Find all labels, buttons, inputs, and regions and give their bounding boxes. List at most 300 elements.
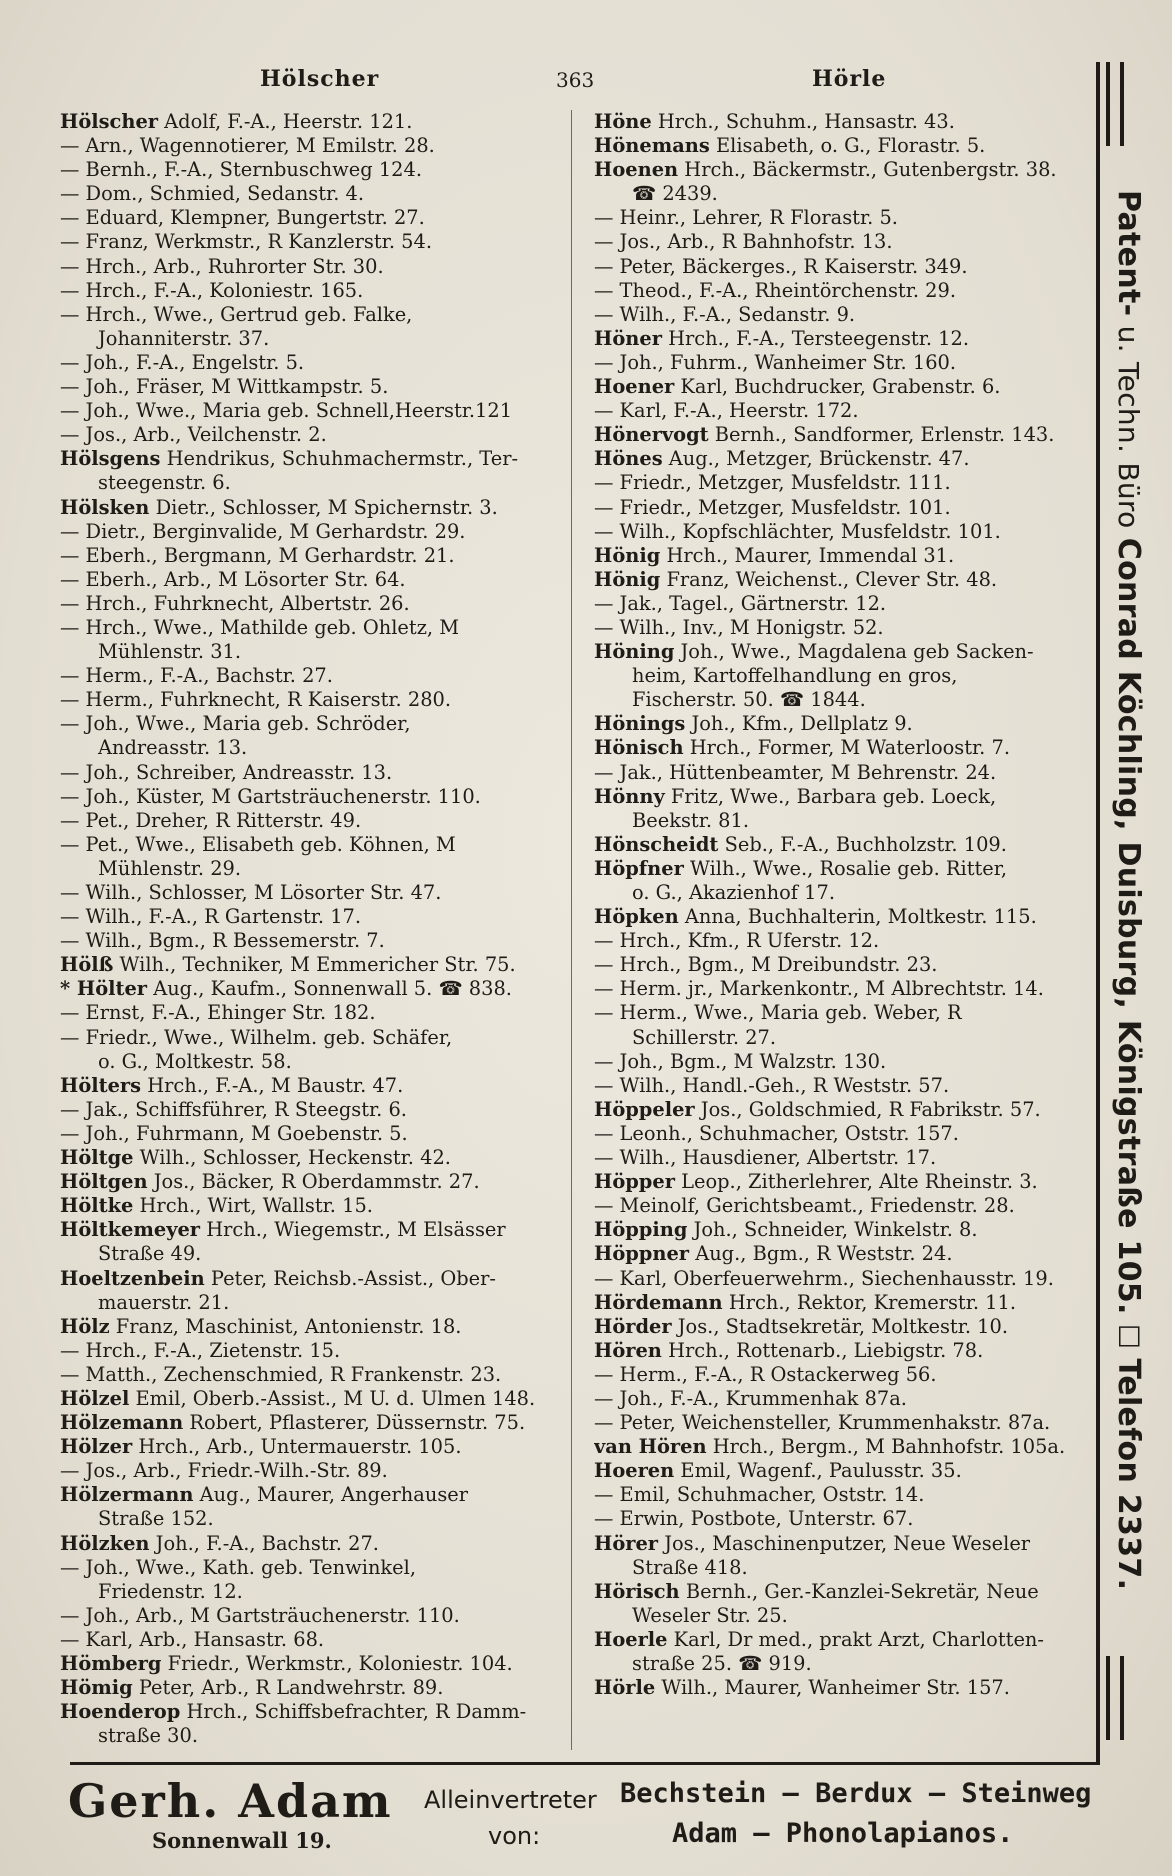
entry-surname: Höltgen <box>60 1170 148 1194</box>
entry-text: — Joh., Arb., M Gartsträuchenerstr. 110. <box>60 1603 460 1627</box>
entry-surname: Hönscheidt <box>594 832 719 856</box>
entry-text: Anna, Buchhalterin, Moltkestr. 115. <box>678 905 1037 929</box>
entry-text: Karl, Buchdrucker, Grabenstr. 6. <box>674 375 1001 399</box>
entry-surname: Hölsken <box>60 495 150 519</box>
entry-text: Aug., Bgm., R Weststr. 24. <box>689 1242 953 1266</box>
directory-entry <box>60 158 560 182</box>
directory-entry <box>594 327 1094 351</box>
entry-text: Emil, Wagenf., Paulusstr. 35. <box>674 1459 962 1483</box>
entry-text: — Joh., Fuhrm., Wanheimer Str. 160. <box>594 350 957 374</box>
entry-text: Franz, Maschinist, Antonienstr. 18. <box>109 1314 462 1338</box>
entry-text: Emil, Oberb.-Assist., M U. d. Ulmen 148. <box>129 1386 536 1410</box>
entry-text: straße 25. ☎ 919. <box>632 1652 812 1675</box>
directory-entry <box>594 1050 1094 1074</box>
entry-text: — Friedr., Metzger, Musfeldstr. 101. <box>594 495 951 519</box>
entry-text: — Erwin, Postbote, Unterstr. 67. <box>594 1507 914 1531</box>
directory-entry <box>594 1676 1094 1700</box>
entry-surname: Hömig <box>60 1676 133 1700</box>
entry-surname: Hölzken <box>60 1531 150 1555</box>
directory-entry <box>594 303 1094 327</box>
directory-entry <box>60 423 560 447</box>
entry-surname: Höpping <box>594 1218 688 1242</box>
entry-surname: Hönervogt <box>594 423 709 447</box>
directory-entry <box>594 544 1094 568</box>
directory-entry <box>594 1628 1094 1652</box>
entry-text: Seb., F.-A., Buchholzstr. 109. <box>718 832 1007 856</box>
sidebar-telefon: Telefon 2337. <box>1111 1358 1146 1591</box>
entry-text: Hrch., Schiffsbefrachter, R Damm- <box>180 1700 527 1724</box>
entry-text: — Herm. jr., Markenkontr., M Albrechtstr. 14. <box>594 977 1044 1001</box>
entry-text: Straße 49. <box>98 1242 202 1266</box>
entry-text: Straße 418. <box>632 1555 748 1579</box>
entry-text: Aug., Metzger, Brückenstr. 47. <box>662 447 970 471</box>
footer-firm-name: Gerh. Adam <box>68 1774 393 1828</box>
entry-text: Jos., Goldschmied, R Fabrikstr. 57. <box>694 1097 1041 1121</box>
entry-text: Bernh., Sandformer, Erlenstr. 143. <box>708 423 1055 447</box>
entry-surname: Hölz <box>60 1314 110 1338</box>
directory-entry <box>60 1267 560 1291</box>
entry-text: — Pet., Dreher, R Ritterstr. 49. <box>60 808 362 832</box>
entry-text: straße 30. <box>98 1724 199 1748</box>
entry-surname: Höppner <box>594 1242 690 1266</box>
footer-von-text: von: <box>488 1822 541 1850</box>
entry-text: Beekstr. 81. <box>632 808 749 832</box>
directory-entry <box>594 712 1094 736</box>
entry-surname: Hönemans <box>594 134 710 158</box>
directory-entry <box>60 110 560 134</box>
entry-text: — Herm., Fuhrknecht, R Kaiserstr. 280. <box>60 688 452 712</box>
entry-text: — Karl, Oberfeuerwehrm., Siechenhausstr. 19. <box>594 1266 1054 1290</box>
entry-text: — Meinolf, Gerichtsbeamt., Friedenstr. 28. <box>594 1194 1015 1218</box>
directory-entry <box>60 977 560 1001</box>
entry-text: — Joh., Wwe., Maria geb. Schnell,Heerstr.121 <box>60 399 513 423</box>
directory-entry <box>594 1001 1094 1025</box>
directory-entry <box>594 134 1094 158</box>
entry-surname: Hölzermann <box>60 1483 194 1507</box>
entry-surname: * Hölter <box>60 977 148 1001</box>
directory-entry <box>594 1315 1094 1339</box>
directory-entry <box>60 1435 560 1459</box>
entry-surname: Höning <box>594 640 675 664</box>
directory-entry <box>60 1459 560 1483</box>
entry-text: Jos., Bäcker, R Oberdammstr. 27. <box>147 1170 480 1194</box>
directory-entry <box>60 688 560 712</box>
directory-entry <box>60 1580 560 1604</box>
entry-text: Mühlenstr. 29. <box>98 856 242 880</box>
directory-entry <box>594 1435 1094 1459</box>
entry-text: mauerstr. 21. <box>98 1290 230 1314</box>
entry-text: — Joh., Schreiber, Andreasstr. 13. <box>60 760 393 784</box>
directory-entry <box>60 1339 560 1363</box>
entry-surname: Hölzel <box>60 1386 130 1410</box>
directory-entry <box>60 833 560 857</box>
entry-surname: Hönings <box>594 712 686 736</box>
directory-entry <box>594 1459 1094 1483</box>
directory-entry <box>60 327 560 351</box>
directory-entry <box>594 399 1094 423</box>
directory-entry <box>60 471 560 495</box>
entry-text: ☎ 2439. <box>632 182 718 206</box>
directory-entry <box>60 857 560 881</box>
directory-entry <box>60 1724 560 1748</box>
entry-surname: Hölzer <box>60 1435 133 1459</box>
directory-entry <box>594 1218 1094 1242</box>
entry-text: — Wilh., F.-A., Sedanstr. 9. <box>594 302 856 326</box>
directory-entry <box>60 255 560 279</box>
directory-entry <box>60 1291 560 1315</box>
entry-text: Hrch., Wirt, Wallstr. 15. <box>133 1194 373 1218</box>
entry-surname: Hölsgens <box>60 447 161 471</box>
entry-text: o. G., Moltkestr. 58. <box>98 1049 292 1073</box>
directory-entry <box>594 592 1094 616</box>
entry-text: Hrch., F.-A., M Baustr. 47. <box>141 1073 404 1097</box>
entry-surname: Höppeler <box>594 1097 695 1121</box>
directory-entry <box>594 1556 1094 1580</box>
directory-entry <box>594 1194 1094 1218</box>
entry-surname: Hörer <box>594 1531 659 1555</box>
directory-entry <box>60 520 560 544</box>
directory-entry <box>594 1122 1094 1146</box>
directory-entry <box>60 375 560 399</box>
entry-text: — Jos., Arb., Veilchenstr. 2. <box>60 423 327 447</box>
directory-entry <box>594 1242 1094 1266</box>
sidebar-advertisement <box>1102 190 1162 1630</box>
directory-entry <box>594 736 1094 760</box>
entry-text: — Wilh., Schlosser, M Lösorter Str. 47. <box>60 881 442 904</box>
entry-text: — Wilh., Handl.-Geh., R Weststr. 57. <box>594 1073 950 1097</box>
entry-text: Peter, Arb., R Landwehrstr. 89. <box>132 1676 444 1700</box>
directory-entry <box>60 1556 560 1580</box>
directory-entry <box>594 857 1094 881</box>
directory-entry <box>594 1652 1094 1676</box>
directory-entry <box>60 761 560 785</box>
entry-text: — Wilh., Kopfschlächter, Musfeldstr. 101. <box>594 519 1001 543</box>
directory-entry <box>594 640 1094 664</box>
directory-entry <box>594 375 1094 399</box>
directory-entry <box>60 1122 560 1146</box>
entry-text: Joh., Kfm., Dellplatz 9. <box>685 712 913 736</box>
directory-entry <box>594 110 1094 134</box>
entry-text: Hrch., Wiegemstr., M Elsässer <box>200 1218 506 1242</box>
entry-text: — Joh., F.-A., Krummenhak 87a. <box>594 1386 907 1410</box>
entry-text: Bernh., Ger.-Kanzlei-Sekretär, Neue <box>679 1579 1039 1603</box>
entry-text: — Joh., Wwe., Maria geb. Schröder, <box>60 712 411 736</box>
entry-text: Hendrikus, Schuhmachermstr., Ter- <box>160 447 519 471</box>
entry-text: Straße 152. <box>98 1507 214 1531</box>
entry-text: — Arn., Wagennotierer, M Emilstr. 28. <box>60 134 435 158</box>
directory-entry <box>594 953 1094 977</box>
entry-text: Hrch., Former, M Waterloostr. 7. <box>683 736 1011 760</box>
directory-entry <box>60 1652 560 1676</box>
directory-entry <box>60 496 560 520</box>
entry-text: Dietr., Schlosser, M Spichernstr. 3. <box>149 495 498 519</box>
entry-text: — Joh., Wwe., Kath. geb. Tenwinkel, <box>60 1555 417 1579</box>
directory-entry <box>60 568 560 592</box>
entry-text: — Joh., Küster, M Gartsträuchenerstr. 110. <box>60 784 481 808</box>
directory-entry <box>60 1242 560 1266</box>
entry-text: Joh., F.-A., Bachstr. 27. <box>149 1531 379 1555</box>
entry-text: — Joh., Fräser, M Wittkampstr. 5. <box>60 375 389 399</box>
directory-entry <box>594 1170 1094 1194</box>
entry-text: — Heinr., Lehrer, R Florastr. 5. <box>594 206 898 230</box>
entry-text: Friedr., Werkmstr., Koloniestr. 104. <box>161 1652 513 1675</box>
sidebar-patent: Patent- <box>1111 190 1146 317</box>
footer-advertisement <box>64 1762 1104 1862</box>
directory-entry <box>594 664 1094 688</box>
entry-surname: Höltke <box>60 1194 134 1218</box>
directory-entry <box>60 1387 560 1411</box>
entry-text: — Wilh., Bgm., R Bessemerstr. 7. <box>60 929 385 953</box>
footer-rule <box>70 1762 1100 1765</box>
entry-text: — Hrch., Wwe., Gertrud geb. Falke, <box>60 302 413 326</box>
entry-surname: Hönig <box>594 543 661 567</box>
entry-text: Wilh., Techniker, M Emmericher Str. 75. <box>113 953 516 977</box>
directory-entry <box>60 1218 560 1242</box>
directory-entry <box>60 592 560 616</box>
entry-surname: Hoener <box>594 375 675 399</box>
entry-text: — Jos., Arb., Friedr.-Wilh.-Str. 89. <box>60 1459 388 1483</box>
footer-brands-line1: Bechstein — Berdux — Steinweg <box>620 1778 1092 1809</box>
header-right-keyword: Hörle <box>812 66 887 92</box>
entry-surname: Hönny <box>594 784 665 808</box>
entry-text: Schillerstr. 27. <box>632 1025 777 1049</box>
directory-entry <box>594 1267 1094 1291</box>
sidebar-rule-bottom <box>1106 1656 1110 1740</box>
directory-entry <box>60 1315 560 1339</box>
column-divider <box>571 110 572 1750</box>
footer-brands-line2: Adam — Phonolapianos. <box>672 1818 1014 1849</box>
directory-entry <box>60 544 560 568</box>
directory-entry <box>594 905 1094 929</box>
entry-text: — Matth., Zechenschmied, R Frankenstr. 23. <box>60 1362 502 1386</box>
page-number: 363 <box>556 68 595 92</box>
directory-entry <box>60 640 560 664</box>
directory-entry <box>60 905 560 929</box>
directory-entry <box>594 520 1094 544</box>
entry-surname: Hölß <box>60 953 114 977</box>
entry-text: — Ernst, F.-A., Ehinger Str. 182. <box>60 1001 376 1025</box>
directory-entry <box>60 953 560 977</box>
entry-surname: van Hören <box>594 1435 707 1459</box>
entry-text: — Friedr., Wwe., Wilhelm. geb. Schäfer, <box>60 1025 453 1049</box>
directory-entry <box>60 1001 560 1025</box>
directory-entry <box>594 255 1094 279</box>
directory-entry <box>60 809 560 833</box>
entry-surname: Höltkemeyer <box>60 1218 201 1242</box>
entry-text: Leop., Zitherlehrer, Alte Rheinstr. 3. <box>674 1170 1038 1194</box>
entry-text: — Peter, Weichensteller, Krummenhakstr. 87a. <box>594 1411 1051 1435</box>
entry-text: — Jak., Schiffsführer, R Steegstr. 6. <box>60 1097 407 1121</box>
sidebar-techn-buero: u. Techn. Büro <box>1112 316 1145 538</box>
entry-text: — Friedr., Metzger, Musfeldstr. 111. <box>594 471 951 495</box>
entry-text: Fritz, Wwe., Barbara geb. Loeck, <box>664 784 997 808</box>
entry-text: — Emil, Schuhmacher, Oststr. 14. <box>594 1483 925 1507</box>
entry-surname: Hoenen <box>594 158 679 182</box>
sidebar-phone-icon: ☐ <box>1112 1314 1145 1359</box>
directory-entry <box>594 1098 1094 1122</box>
entry-surname: Hönes <box>594 447 663 471</box>
directory-entry <box>60 1146 560 1170</box>
entry-surname: Höpper <box>594 1170 675 1194</box>
entry-text: — Jos., Arb., R Bahnhofstr. 13. <box>594 230 893 254</box>
entry-text: — Hrch., Wwe., Mathilde geb. Ohletz, M <box>60 615 460 639</box>
entry-surname: Hölters <box>60 1073 142 1097</box>
entry-text: Wilh., Wwe., Rosalie geb. Ritter, <box>683 856 1008 880</box>
entry-text: — Jak., Hüttenbeamter, M Behrenstr. 24. <box>594 760 997 784</box>
directory-entry <box>60 1363 560 1387</box>
entry-surname: Höne <box>594 110 652 133</box>
entry-surname: Hören <box>594 1338 662 1362</box>
directory-entry <box>60 1411 560 1435</box>
directory-entry <box>60 1170 560 1194</box>
directory-entry <box>594 279 1094 303</box>
entry-surname: Hoenderop <box>60 1700 181 1724</box>
entry-text: — Theod., F.-A., Rheintörchenstr. 29. <box>594 278 957 302</box>
entry-text: — Herm., F.-A., R Ostackerweg 56. <box>594 1362 937 1386</box>
directory-entry <box>60 134 560 158</box>
entry-text: Adolf, F.-A., Heerstr. 121. <box>158 110 413 133</box>
entry-surname: Hömberg <box>60 1652 162 1675</box>
header-left-keyword: Hölscher <box>260 66 380 92</box>
entry-text: Hrch., F.-A., Tersteegenstr. 12. <box>661 326 970 350</box>
directory-entry <box>60 1604 560 1628</box>
entry-text: Fischerstr. 50. ☎ 1844. <box>632 688 866 712</box>
entry-text: — Pet., Wwe., Elisabeth geb. Köhnen, M <box>60 832 456 856</box>
entry-text: Mühlenstr. 31. <box>98 640 242 664</box>
directory-entry <box>594 1483 1094 1507</box>
entry-text: Joh., Schneider, Winkelstr. 8. <box>687 1218 978 1242</box>
directory-entry <box>594 1026 1094 1050</box>
entry-surname: Hönig <box>594 567 661 591</box>
entry-text: — Joh., Fuhrmann, M Goebenstr. 5. <box>60 1121 408 1145</box>
entry-text: — Bernh., F.-A., Sternbuschweg 124. <box>60 158 422 182</box>
entry-text: Wilh., Maurer, Wanheimer Str. 157. <box>655 1676 1010 1700</box>
entry-text: Hrch., Maurer, Immendal 31. <box>660 543 955 567</box>
entry-text: Hrch., Schuhm., Hansastr. 43. <box>651 110 955 133</box>
directory-entry <box>594 158 1094 182</box>
directory-entry <box>60 664 560 688</box>
directory-entry <box>60 1074 560 1098</box>
entry-text: Hrch., Arb., Untermauerstr. 105. <box>132 1435 462 1459</box>
entry-text: — Eberh., Bergmann, M Gerhardstr. 21. <box>60 543 455 567</box>
entry-surname: Hölzemann <box>60 1411 184 1435</box>
entry-text: — Hrch., Arb., Ruhrorter Str. 30. <box>60 254 384 278</box>
directory-entry <box>60 1026 560 1050</box>
directory-entry <box>60 1050 560 1074</box>
directory-entry <box>594 809 1094 833</box>
directory-entry <box>60 279 560 303</box>
entry-text: Aug., Kaufm., Sonnenwall 5. ☎ 838. <box>147 977 512 1001</box>
sidebar-rule-bottom-2 <box>1120 1656 1124 1740</box>
entry-text: Elisabeth, o. G., Florastr. 5. <box>709 134 986 158</box>
entry-text: — Peter, Bäckerges., R Kaiserstr. 349. <box>594 254 968 278</box>
directory-entry <box>60 1098 560 1122</box>
directory-entry <box>60 182 560 206</box>
directory-entry <box>60 736 560 760</box>
directory-entry <box>594 1604 1094 1628</box>
entry-text: — Herm., F.-A., Bachstr. 27. <box>60 664 333 688</box>
entry-text: Jos., Stadtsekretär, Moltkestr. 10. <box>671 1314 1009 1338</box>
directory-entry <box>594 471 1094 495</box>
sidebar-rule-top-2 <box>1120 62 1124 146</box>
directory-entry <box>594 230 1094 254</box>
entry-text: — Herm., Wwe., Maria geb. Weber, R <box>594 1001 962 1025</box>
entry-text: — Joh., Bgm., M Walzstr. 130. <box>594 1049 887 1073</box>
entry-surname: Höpfner <box>594 856 684 880</box>
entry-surname: Hörder <box>594 1314 672 1338</box>
directory-entry <box>594 1363 1094 1387</box>
entry-surname: Hoeren <box>594 1459 675 1483</box>
directory-entry <box>594 881 1094 905</box>
directory-entry <box>594 977 1094 1001</box>
directory-entry <box>60 881 560 905</box>
directory-entry <box>60 785 560 809</box>
directory-entry <box>594 568 1094 592</box>
entry-text: heim, Kartoffelhandlung en gros, <box>632 664 958 688</box>
entry-surname: Hörle <box>594 1676 656 1700</box>
directory-entry <box>594 785 1094 809</box>
sidebar-rule-left <box>1096 62 1100 1762</box>
entry-text: — Karl, F.-A., Heerstr. 172. <box>594 399 859 423</box>
entry-text: — Dietr., Berginvalide, M Gerhardstr. 29. <box>60 519 466 543</box>
sidebar-company: Conrad Köchling, Duisburg, Königstraße 105. <box>1111 537 1146 1315</box>
entry-text: — Hrch., F.-A., Zietenstr. 15. <box>60 1338 341 1362</box>
directory-entry <box>594 1339 1094 1363</box>
directory-entry <box>60 1532 560 1556</box>
entry-text: — Wilh., Inv., M Honigstr. 52. <box>594 615 884 639</box>
directory-entry <box>594 1580 1094 1604</box>
directory-entry <box>60 929 560 953</box>
directory-entry <box>60 447 560 471</box>
directory-entry <box>594 833 1094 857</box>
entry-text: Friedenstr. 12. <box>98 1579 243 1603</box>
entry-surname: Hölscher <box>60 110 158 133</box>
entry-text: Karl, Dr med., prakt Arzt, Charlotten- <box>667 1627 1044 1651</box>
directory-entry <box>594 496 1094 520</box>
entry-text: Aug., Maurer, Angerhauser <box>193 1483 469 1507</box>
entry-surname: Hoerle <box>594 1627 668 1651</box>
entry-text: — Franz, Werkmstr., R Kanzlerstr. 54. <box>60 230 432 254</box>
directory-entry <box>594 616 1094 640</box>
footer-address: Sonnenwall 19. <box>152 1828 332 1853</box>
entry-text: o. G., Akazienhof 17. <box>632 881 835 904</box>
entry-text: — Joh., F.-A., Engelstr. 5. <box>60 350 305 374</box>
entry-text: — Wilh., Hausdiener, Albertstr. 17. <box>594 1146 937 1170</box>
entry-text: Hrch., Bergm., M Bahnhofstr. 105a. <box>706 1435 1066 1459</box>
sidebar-rule-top <box>1106 62 1110 146</box>
entry-text: — Wilh., F.-A., R Gartenstr. 17. <box>60 905 362 929</box>
directory-entry <box>60 1676 560 1700</box>
entry-text: Hrch., Rektor, Kremerstr. 11. <box>722 1290 1017 1314</box>
directory-entry <box>60 1483 560 1507</box>
directory-entry <box>60 1628 560 1652</box>
entry-text: Peter, Reichsb.-Assist., Ober- <box>204 1266 496 1290</box>
entry-text: — Eduard, Klempner, Bungertstr. 27. <box>60 206 425 230</box>
directory-entry <box>60 399 560 423</box>
entry-text: — Hrch., Bgm., M Dreibundstr. 23. <box>594 953 938 977</box>
directory-entry <box>594 206 1094 230</box>
entry-text: Hrch., Rottenarb., Liebigstr. 78. <box>661 1338 984 1362</box>
entry-surname: Höltge <box>60 1146 134 1170</box>
entry-surname: Höpken <box>594 905 679 929</box>
entry-text: — Leonh., Schuhmacher, Oststr. 157. <box>594 1121 959 1145</box>
directory-entry <box>594 1074 1094 1098</box>
entry-text: — Jak., Tagel., Gärtnerstr. 12. <box>594 591 887 615</box>
entry-text: Jos., Maschinenputzer, Neue Weseler <box>658 1531 1031 1555</box>
entry-text: Robert, Pflasterer, Düssernstr. 75. <box>183 1411 526 1435</box>
directory-entry <box>594 182 1094 206</box>
directory-entry <box>60 712 560 736</box>
